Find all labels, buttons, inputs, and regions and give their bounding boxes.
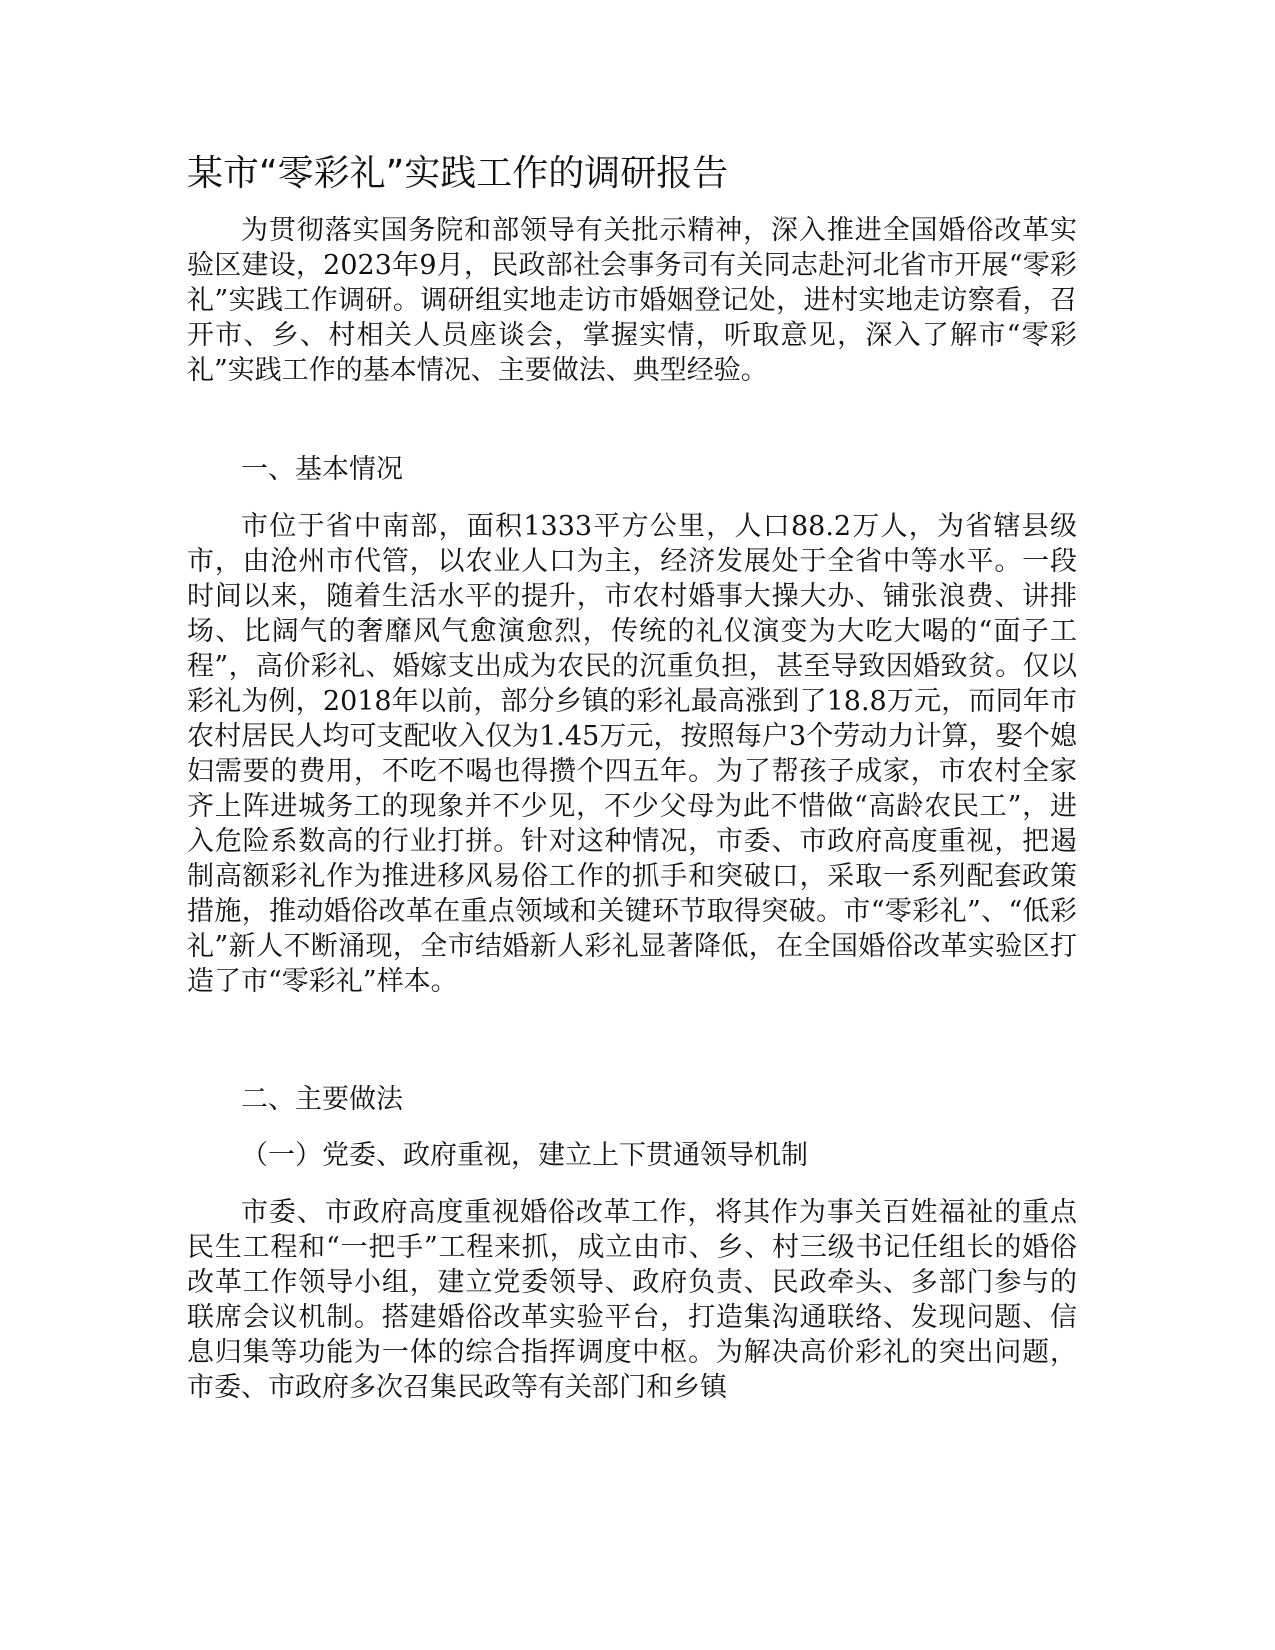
section-basic-paragraph: 市位于省中南部，面积1333平方公里，人口88.2万人，为省辖县级市，由沧州市代管，以农业人口为主，经济发展处于全省中等水平。一段时间以来，随着生活水平的提升，市农村婚事大操大办、铺张浪费、讲排场、比阔气的奢靡风气愈演愈烈，传统的礼仪演变为大吃大喝的“面子工程”，高价彩礼、婚嫁支出成为农民的沉重负担，甚至导致因婚致贫。仅以彩礼为例，2018年以前，部分乡镇的彩礼最高涨到了18.8万元，而同年市农村居民人均可支配收入仅为1.45万元，按照每户3个劳动力计算，娶个媳妇需要的费用，不吃不喝也得攒个四五年。为了帮孩子成家，市农村全家齐上阵进城务工的现象并不少见，不少父母为此不惜做“高龄农民工”，进入危险系数高的行业打拼。针对这种情况，市委、市政府高度重视，把遏制高额彩礼作为推进移风易俗工作的抓手和突破口，采取一系列配套政策措施，推动婚俗改革在重点领域和关键环节取得突破。市“零彩礼”、“低彩礼”新人不断涌现，全市结婚新人彩礼显著降低，在全国婚俗改革实验区打造了市“零彩礼”样本。: [187, 511, 1077, 997]
intro-paragraph: 为贯彻落实国务院和部领导有关批示精神，深入推进全国婚俗改革实验区建设，2023年9月，民政部社会事务司有关同志赴河北省市开展“零彩礼”实践工作调研。调研组实地走访市婚姻登记处，进村实地走访察看，召开市、乡、村相关人员座谈会，掌握实情，听取意见，深入了解市“零彩礼”实践工作的基本情况、主要做法、典型经验。: [187, 215, 1077, 386]
subsection-leadership-paragraph: 市委、市政府高度重视婚俗改革工作，将其作为事关百姓福祉的重点民生工程和“一把手”工程来抓，成立由市、乡、村三级书记任组长的婚俗改革工作领导小组，建立党委领导、政府负责、民政牵头、多部门参与的联席会议机制。搭建婚俗改革实验平台，打造集沟通联络、发现问题、信息归集等功能为一体的综合指挥调度中枢。为解决高价彩礼的突出问题，市委、市政府多次召集民政等有关部门和乡镇: [187, 1197, 1077, 1403]
section-heading-basic: 一、基本情况: [241, 454, 403, 485]
section-heading-methods: 二、主要做法: [241, 1084, 403, 1115]
subsection-heading-leadership: （一）党委、政府重视，建立上下贯通领导机制: [241, 1140, 808, 1171]
document-title: 某市“零彩礼”实践工作的调研报告: [187, 153, 729, 194]
